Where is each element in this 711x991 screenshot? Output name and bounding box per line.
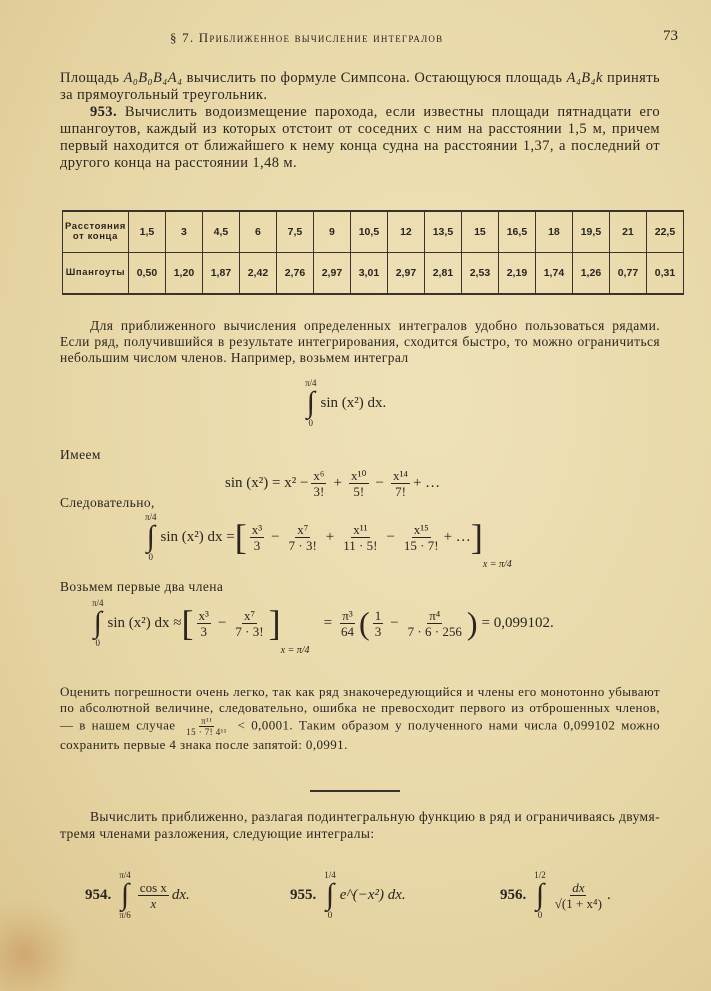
lower-limit: 0 — [327, 910, 333, 920]
exercise-number: 956. — [500, 886, 527, 903]
denominator: 15 · 7! 4¹¹ — [186, 727, 227, 737]
exercise-954 — [85, 870, 190, 920]
error-text: Оценить погрешности очень легко, так как ряд знакочередующийся и члены его монотонно убывают по абсолютной величине, следовательно, ошибка не превосходит первого из отброшенных членов, — в нашем случае — [60, 684, 660, 733]
denominator: 11 · 5! — [343, 537, 378, 553]
table-cell: 2,42 — [239, 253, 276, 295]
intro-text: принять за прямоугольный треугольник. — [60, 70, 660, 103]
numerator: 1 — [374, 607, 382, 623]
fraction — [184, 716, 229, 737]
integral-sign: 1/2 ∫ 0 — [534, 870, 546, 920]
denominator: 3 — [374, 623, 382, 639]
numerator: π¹¹ — [200, 716, 213, 726]
table-cell: 15 — [461, 211, 498, 253]
denominator: 7 · 3! — [288, 537, 317, 553]
formula-approximation: π/4 ∫ 0 sin (x²) dx ≈ [ $\frac{\text{x³}}{3}$ − $\frac{\text{x⁷}}{7 \cdot 3!}$ ] x = π/4 = $\frac{\text{π³}}{64}$ ( $\frac{1}{3}$ − $\frac{\text{π⁴}}{7 \cdot 6 \cdot 256}$ ) = 0,099102. — [92, 598, 554, 656]
table-row-distances — [63, 211, 684, 253]
table-cell: 19,5 — [572, 211, 609, 253]
label-vozmem: Возьмем первые два члена — [60, 579, 224, 594]
numerator: x⁷ — [243, 607, 256, 623]
fraction — [138, 880, 169, 911]
table-cell: 21 — [609, 211, 646, 253]
numerator: dx — [572, 879, 585, 895]
numerator: x¹⁰ — [350, 468, 367, 483]
intro-text: Площадь — [60, 70, 124, 86]
table-cell: 3,01 — [350, 253, 387, 295]
integral-lhs: sin (x²) dx ≈ — [107, 614, 182, 631]
running-header — [170, 30, 690, 46]
upper-limit: π/4 — [145, 512, 157, 522]
integral-sign: π/4 ∫ π/6 — [119, 870, 131, 920]
integral-sign: π/4 ∫ 0 — [305, 378, 317, 428]
table-cell: 2,97 — [313, 253, 350, 295]
numerator: x¹⁵ — [413, 521, 429, 537]
section-title: § 7. Приближенное вычисление интегралов — [170, 30, 444, 45]
numerator: π⁴ — [429, 607, 441, 623]
exercise-955 — [290, 870, 406, 920]
math-area-label: A₄B₄k — [566, 70, 603, 86]
evaluation-point: x = π/4 — [482, 559, 512, 570]
table-cell: 2,53 — [461, 253, 498, 295]
table-cell: 3 — [165, 211, 202, 253]
integrand: e^(−x²) dx. — [339, 886, 406, 903]
fraction — [233, 608, 265, 639]
lower-limit: 0 — [308, 418, 314, 428]
table-cell: 9 — [313, 211, 350, 253]
lower-limit: 0 — [537, 910, 543, 920]
table-cell: 0,50 — [128, 253, 165, 295]
trailing-dot: . — [606, 886, 611, 903]
denominator: 3! — [313, 484, 325, 499]
numerator: x³ — [251, 521, 263, 537]
exercise-number: 954. — [85, 886, 112, 903]
table-cell: 16,5 — [498, 211, 535, 253]
integral-sign: π/4 ∫ 0 — [145, 512, 157, 562]
problem-number: 953. — [90, 104, 117, 120]
table-cell: 12 — [387, 211, 424, 253]
math-area-label: A₀B₀B₄A₄ — [123, 70, 183, 86]
lower-limit: π/6 — [119, 910, 131, 920]
table-cell: 7,5 — [276, 211, 313, 253]
exercise-intro-paragraph: Вычислить приближенно, разлагая подинтегральную функцию в ряд и ограничиваясь двумя-тремя членами разложения, следующие интегралы: — [60, 809, 660, 841]
table-cell: 10,5 — [350, 211, 387, 253]
fraction — [373, 608, 384, 639]
problem-953 — [60, 104, 660, 172]
lower-limit: 0 — [95, 638, 101, 648]
upper-limit: π/4 — [119, 870, 131, 880]
denominator: 5! — [353, 484, 365, 499]
numerator: x³ — [198, 607, 209, 623]
paper-stain — [0, 900, 80, 991]
integral-lhs: sin (x²) dx = — [160, 528, 235, 545]
table-cell: 1,87 — [202, 253, 239, 295]
upper-limit: π/4 — [92, 598, 104, 608]
denominator: 64 — [341, 623, 355, 639]
series-intro-paragraph: Для приближенного вычисления определенных интегралов удобно пользоваться рядами. Если ряд, получившийся в результате интегрирования, сходится быстро, то можно ограничиться небольшим числом членов. Например, возьмем интеграл — [60, 318, 660, 365]
fraction — [250, 522, 264, 553]
fraction — [402, 522, 441, 553]
fraction — [197, 608, 211, 639]
integral-sign: π/4 ∫ 0 — [92, 598, 104, 648]
result-value: = 0,099102. — [481, 614, 554, 631]
denominator: √(1 + x⁴) — [554, 895, 602, 911]
table-cell: 2,97 — [387, 253, 424, 295]
numerator: cos x — [139, 879, 167, 895]
section-divider — [310, 790, 400, 792]
denominator: x — [150, 895, 157, 911]
table-cell: 2,76 — [276, 253, 313, 295]
table-cell: 13,5 — [424, 211, 461, 253]
upper-limit: 1/2 — [534, 870, 546, 880]
numerator: x¹⁴ — [393, 468, 408, 483]
formula-sin-series: sin (x²) = x² − $\frac{\text{x⁶}}{3!}$ + $\frac{\text{x¹⁰}}{5!}$ − $\frac{\text{x¹⁴}}{7!}$ + … — [225, 468, 441, 499]
label-sledovatelno: Следовательно, — [60, 495, 155, 510]
row-header: Шпангоуты — [63, 253, 129, 295]
table-cell: 6 — [239, 211, 276, 253]
series-tail: + … — [412, 475, 441, 491]
table-cell: 0,31 — [646, 253, 683, 295]
label-imeem: Имеем — [60, 447, 101, 462]
integrand: sin (x²) dx. — [320, 394, 387, 411]
error-estimate-paragraph — [60, 684, 660, 753]
numerator: x⁷ — [297, 521, 309, 537]
evaluation-point: x = π/4 — [280, 645, 310, 656]
fraction — [287, 522, 319, 553]
upper-limit: 1/4 — [324, 870, 336, 880]
fraction — [406, 608, 464, 639]
differential: dx. — [171, 886, 190, 903]
numerator: x¹¹ — [353, 521, 368, 537]
table-cell: 4,5 — [202, 211, 239, 253]
upper-limit: π/4 — [305, 378, 317, 388]
lower-limit: 0 — [148, 552, 154, 562]
table-cell: 1,5 — [128, 211, 165, 253]
page-number: 73 — [663, 28, 678, 44]
intro-paragraph — [60, 70, 660, 104]
table-cell: 0,77 — [609, 253, 646, 295]
intro-text: вычислить по формуле Симпсона. Остающуюся площадь — [182, 70, 567, 86]
denominator: 7! — [395, 484, 406, 499]
formula-integrated-series: π/4 ∫ 0 sin (x²) dx = [ $\frac{\text{x³}}{3}$ − $\frac{\text{x⁷}}{7 \cdot 3!}$ + $\frac{\text{x¹¹}}{11 \cdot 5!}$ − $\frac{\text{x¹⁵}}{15 \cdot 7!}$ + … ] x = π/4 — [145, 512, 512, 570]
integral-sign: 1/4 ∫ 0 — [324, 870, 336, 920]
table-row-frames — [63, 253, 684, 295]
row-header: Расстояния от конца — [63, 211, 129, 253]
table-cell: 1,26 — [572, 253, 609, 295]
frames-table — [62, 210, 684, 295]
numerator: x⁶ — [313, 468, 325, 483]
error-text: < 0,0001. Таким образом у полученного нами числа 0,099102 можно сохранить первые 4 знака после запятой: 0,0991. — [60, 717, 660, 752]
table-cell: 1,20 — [165, 253, 202, 295]
series-lhs: sin (x²) = x² − — [225, 475, 309, 491]
formula-integral-sin — [305, 378, 386, 428]
fraction — [341, 522, 379, 553]
table-cell: 1,74 — [535, 253, 572, 295]
exercise-number: 955. — [290, 886, 317, 903]
problem-text: Вычислить водоизмещение парохода, если известны площади пятнадцати его шпангоутов, каждый из которых отстоит от соседних с ним на расстоянии 1,5 м, причем первый находится от ближайшего к нему конца судна на расстоянии 1,37, а последний от другого конца на расстоянии 1,48 м. — [60, 104, 660, 171]
denominator: 7 · 3! — [235, 623, 264, 639]
denominator: 15 · 7! — [403, 537, 439, 553]
table-cell: 18 — [535, 211, 572, 253]
denominator: 7 · 6 · 256 — [407, 623, 462, 639]
fraction — [339, 608, 356, 639]
numerator: π³ — [342, 607, 353, 623]
table-cell: 2,19 — [498, 253, 535, 295]
denominator: 3 — [253, 537, 261, 553]
fraction — [553, 880, 604, 911]
denominator: 3 — [200, 623, 207, 639]
table-cell: 2,81 — [424, 253, 461, 295]
exercise-956 — [500, 870, 611, 920]
series-tail: + … — [443, 528, 471, 545]
table-cell: 22,5 — [646, 211, 683, 253]
